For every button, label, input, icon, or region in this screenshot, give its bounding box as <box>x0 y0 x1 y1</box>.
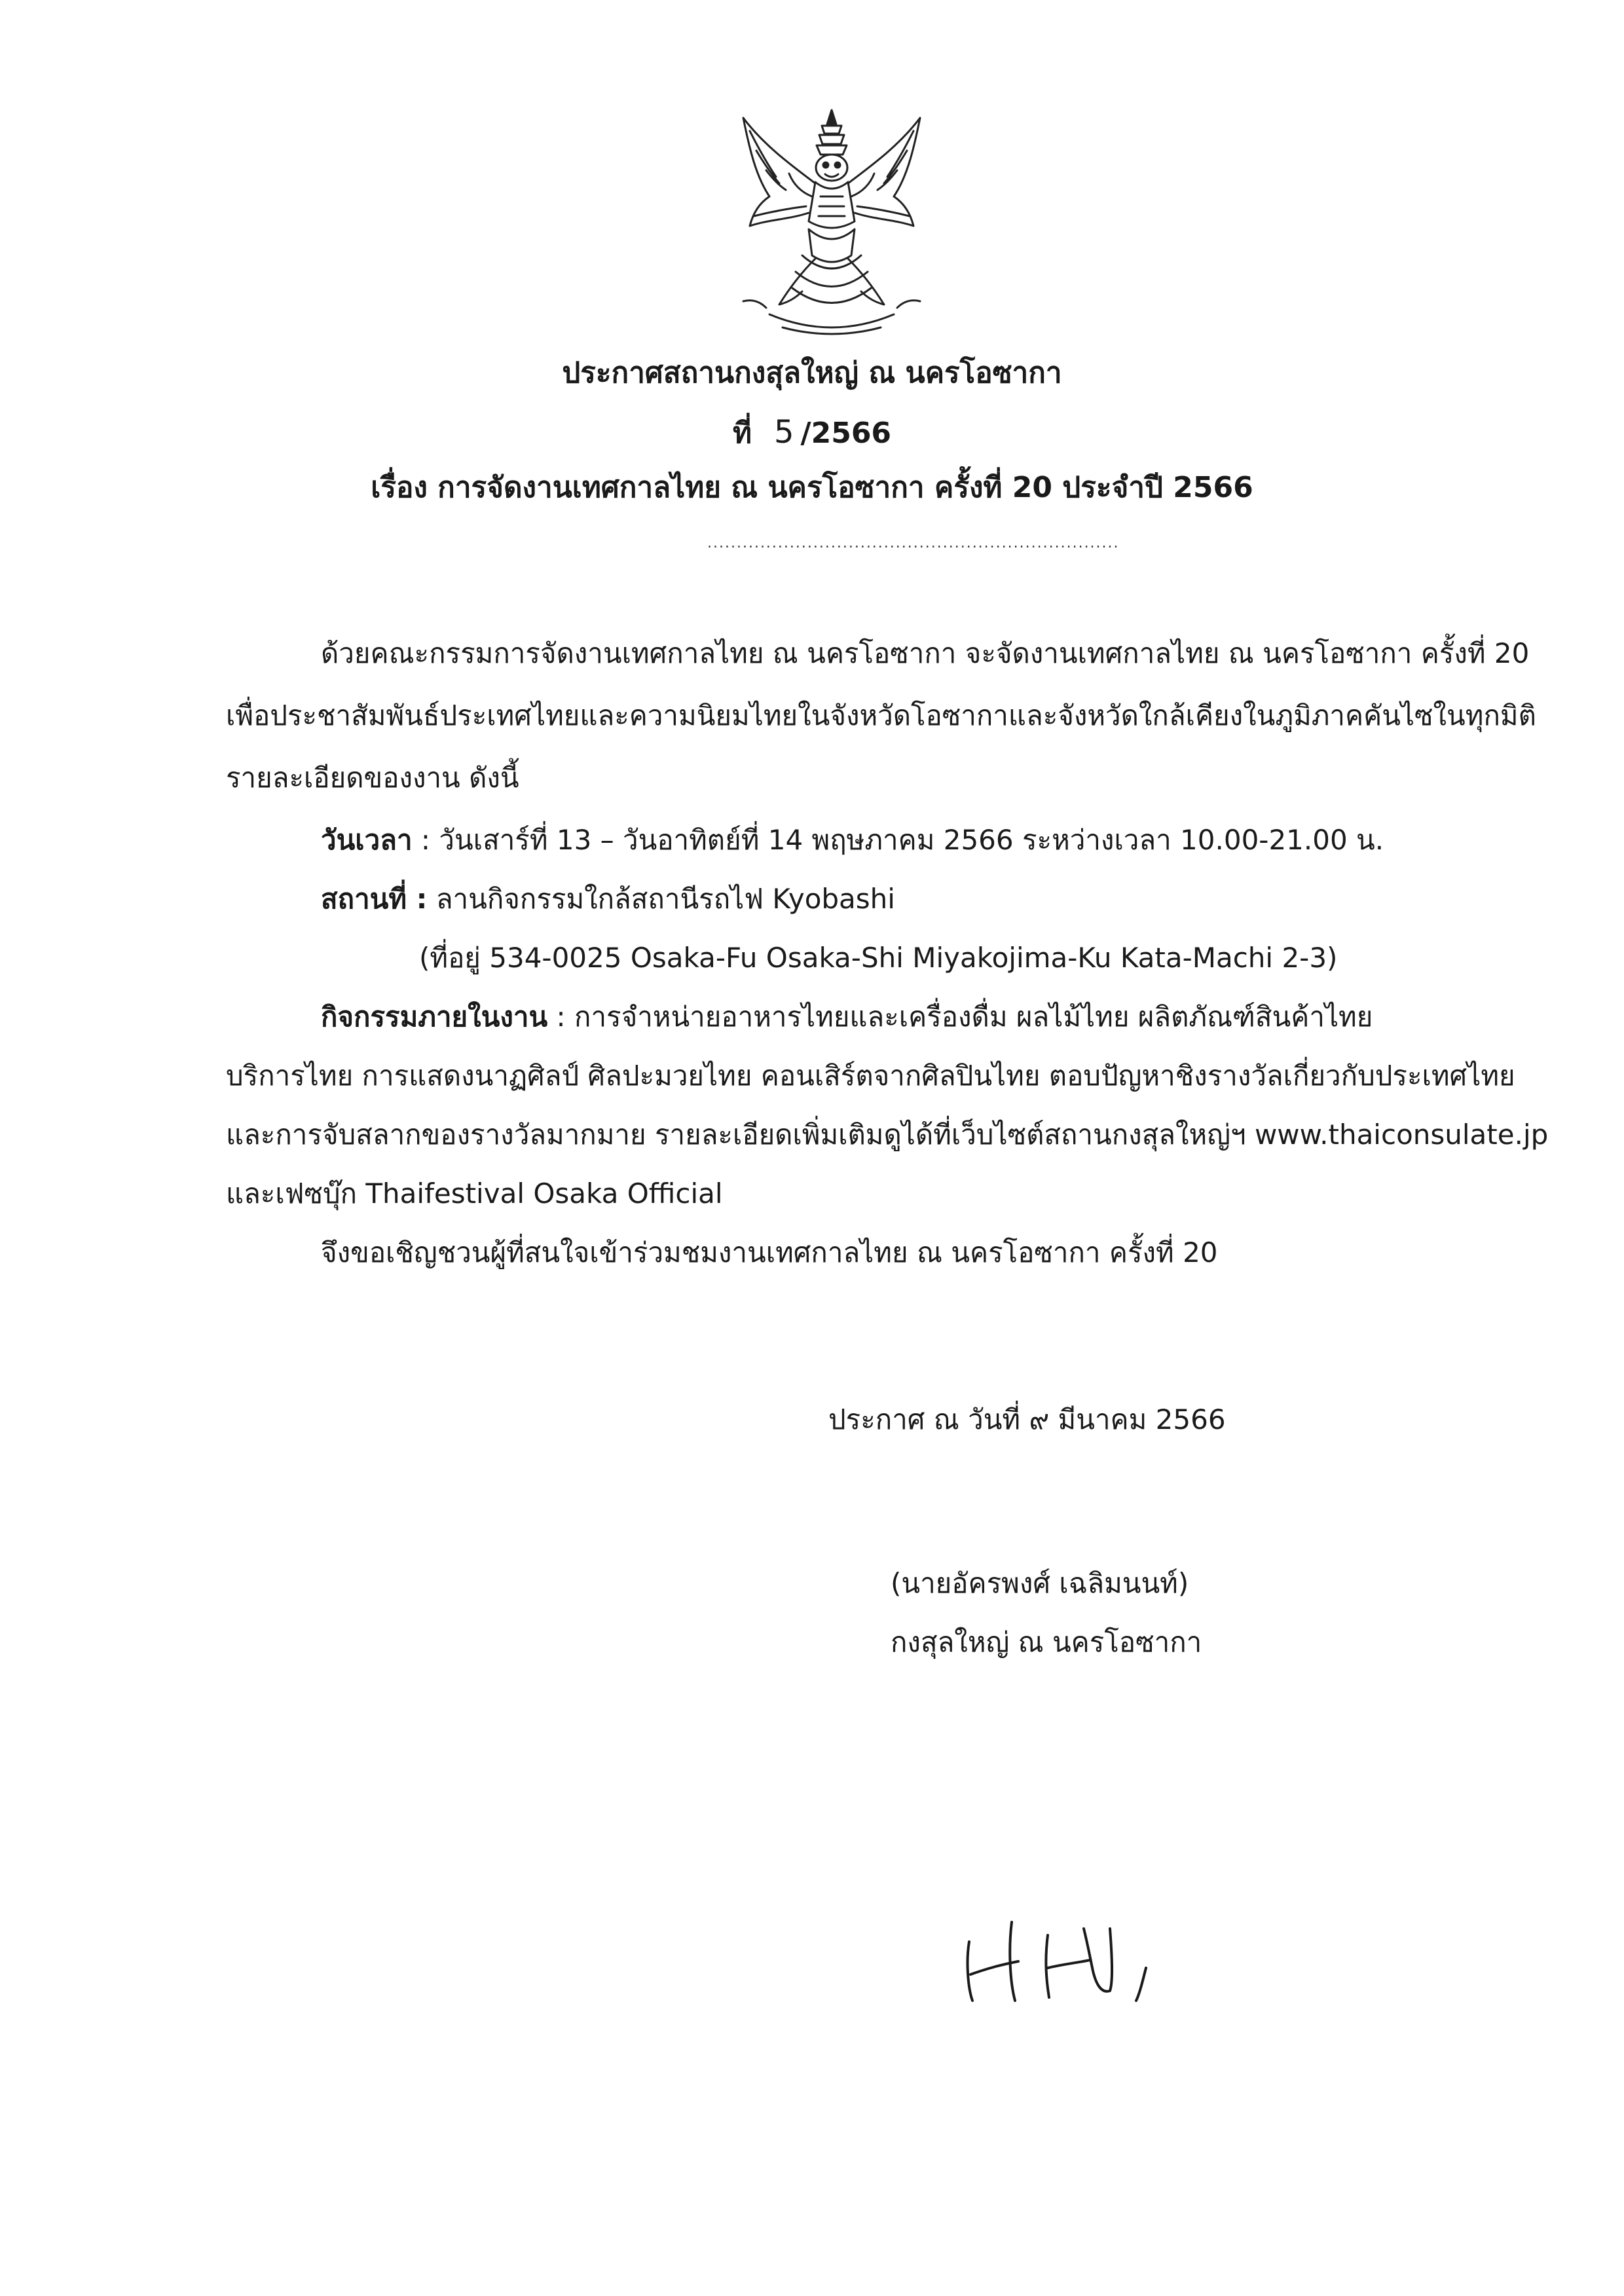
place-value: ลานกิจกรรมใกล้สถานีรถไฟ Kyobashi <box>427 883 895 915</box>
separator-dots: ...................................................................... <box>707 535 1120 551</box>
activities-label: กิจกรรมภายในงาน <box>321 1001 548 1033</box>
announcement-title: ประกาศสถานกงสุลใหญ่ ณ นครโอซากา <box>562 356 1062 390</box>
signer-title: กงสุลใหญ่ ณ นครโอซากา <box>891 1626 1202 1658</box>
signature-icon <box>950 1902 1211 2014</box>
signer-name: (นายอัครพงศ์ เฉลิมนนท์) <box>891 1567 1189 1599</box>
event-address: (ที่อยู่ 534-0025 Osaka-Fu Osaka-Shi Miyakojima-Ku Kata-Machi 2-3) <box>419 942 1338 974</box>
date-label: วันเวลา <box>321 824 413 856</box>
activities-line-1: : การจำหน่ายอาหารไทยและเครื่องดื่ม ผลไม้ไทย ผลิตภัณฑ์สินค้าไทย <box>547 1001 1373 1033</box>
event-place <box>321 881 895 917</box>
number-value: 5 <box>773 414 794 451</box>
event-activities <box>321 999 1373 1035</box>
garuda-emblem-icon <box>730 105 933 341</box>
event-date <box>321 822 1384 859</box>
intro-line-3: รายละเอียดของงาน ดังนี้ <box>226 762 519 794</box>
activities-line-4: และเฟซบุ๊ก Thaifestival Osaka Official <box>226 1177 723 1210</box>
announcement-number <box>0 413 1624 453</box>
activities-line-2: บริการไทย การแสดงนาฏศิลป์ ศิลปะมวยไทย คอนเสิร์ตจากศิลปินไทย ตอบปัญหาชิงรางวัลเกี่ยวกับประเทศไทย <box>226 1060 1515 1092</box>
announcement-subject: เรื่อง การจัดงานเทศกาลไทย ณ นครโอซากา ครั้งที่ 20 ประจำปี 2566 <box>371 471 1253 504</box>
place-label: สถานที่ : <box>321 883 428 915</box>
activities-line-3: และการจับสลากของรางวัลมากมาย รายละเอียดเพิ่มเติมดูได้ที่เว็บไซต์สถานกงสุลใหญ่ฯ www.thaiconsulate.jp <box>226 1119 1549 1151</box>
invitation-line: จึงขอเชิญชวนผู้ที่สนใจเข้าร่วมชมงานเทศกาลไทย ณ นครโอซากา ครั้งที่ 20 <box>321 1236 1218 1268</box>
intro-line-2: เพื่อประชาสัมพันธ์ประเทศไทยและความนิยมไทยในจังหวัดโอซากาและจังหวัดใกล้เคียงในภูมิภาคคันไซในทุกมิติ <box>226 699 1536 731</box>
announce-date: ประกาศ ณ วันที่ ๙ มีนาคม 2566 <box>828 1403 1226 1435</box>
number-year: /2566 <box>800 417 892 450</box>
number-label: ที่ <box>732 417 752 450</box>
intro-line-1: ด้วยคณะกรรมการจัดงานเทศกาลไทย ณ นครโอซากา จะจัดงานเทศกาลไทย ณ นครโอซากา ครั้งที่ 20 <box>321 637 1530 669</box>
date-value: : วันเสาร์ที่ 13 – วันอาทิตย์ที่ 14 พฤษภาคม 2566 ระหว่างเวลา 10.00-21.00 น. <box>412 824 1384 856</box>
